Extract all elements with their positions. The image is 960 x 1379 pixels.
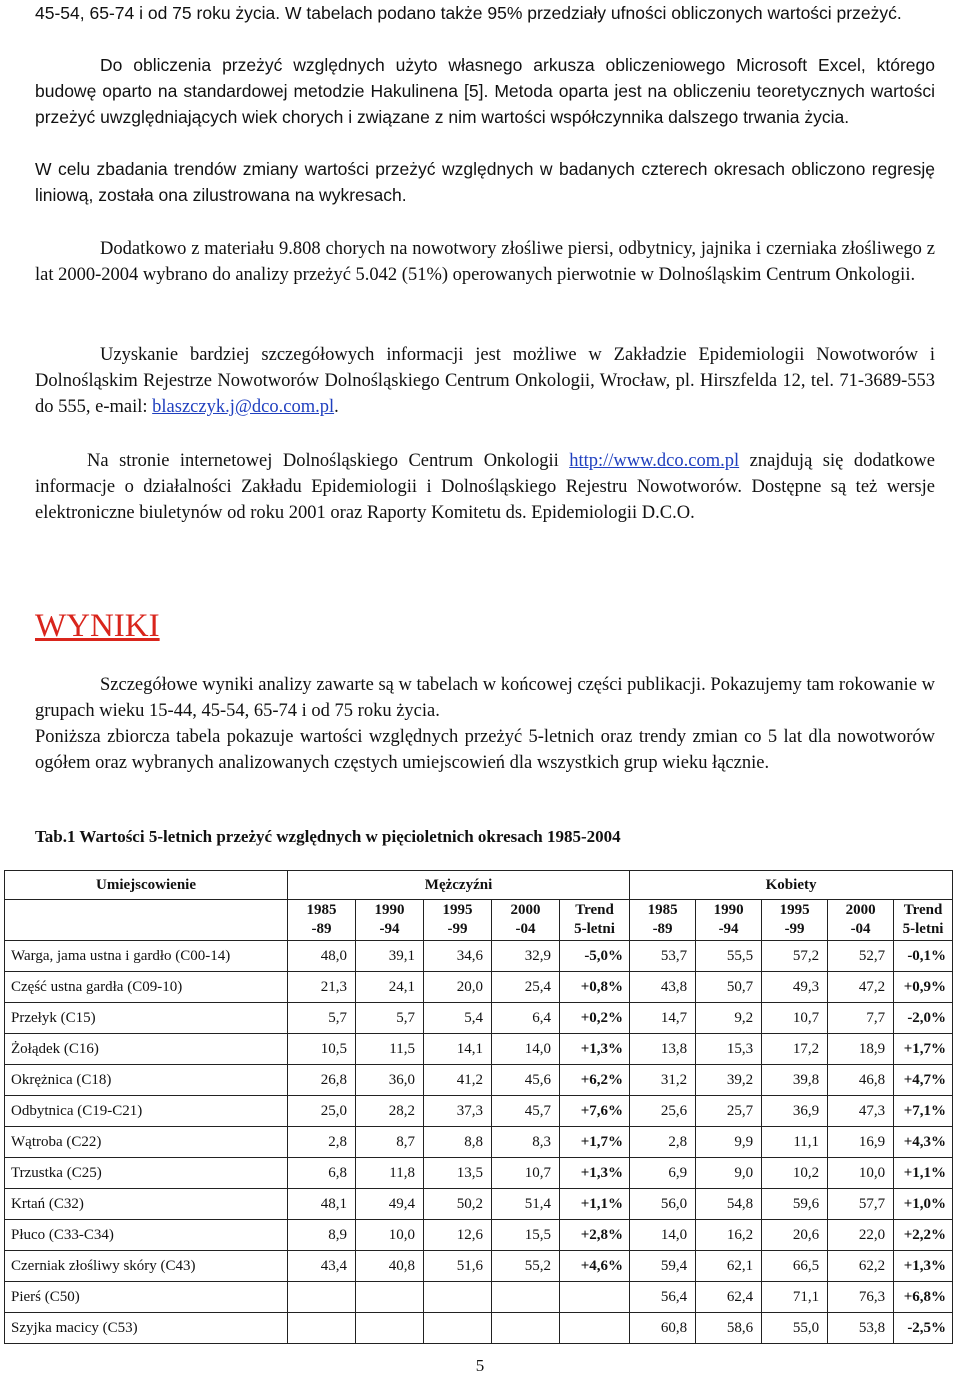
cell-men-value <box>356 1313 424 1344</box>
subheader-period-top: Trend <box>903 902 943 918</box>
cell-women-value: 2,8 <box>630 1127 696 1158</box>
cell-women-trend: -2,0% <box>894 1003 953 1034</box>
cell-men-value: 5,4 <box>424 1003 492 1034</box>
paragraph-results-details: Szczegółowe wyniki analizy zawarte są w tabelach w końcowej części publikacji. Pokazujemy tam rokowanie w grupach wieku 15-44, 45-54, 65-74 i od 75 roku życia. <box>35 675 935 721</box>
cell-men-value: 21,3 <box>288 972 356 1003</box>
subheader-period-top: 2000 <box>510 902 541 918</box>
cell-women-value: 47,3 <box>828 1096 894 1127</box>
header-men: Mężczyźni <box>288 871 630 900</box>
cell-men-trend: -5,0% <box>560 941 630 972</box>
cell-location: Okrężnica (C18) <box>5 1065 288 1096</box>
cell-men-value: 48,0 <box>288 941 356 972</box>
cell-men-value: 10,5 <box>288 1034 356 1065</box>
table-row <box>5 1313 953 1344</box>
subheader-period <box>560 900 630 941</box>
cell-men-value: 41,2 <box>424 1065 492 1096</box>
subheader-period-bottom: -04 <box>515 921 536 937</box>
table-row <box>5 1065 953 1096</box>
cell-women-value: 31,2 <box>630 1065 696 1096</box>
cell-women-value: 20,6 <box>762 1220 828 1251</box>
table-row <box>5 972 953 1003</box>
cell-men-value: 48,1 <box>288 1189 356 1220</box>
cell-men-value: 11,8 <box>356 1158 424 1189</box>
cell-women-value: 25,6 <box>630 1096 696 1127</box>
cell-location: Czerniak złośliwy skóry (C43) <box>5 1251 288 1282</box>
cell-women-value: 9,2 <box>696 1003 762 1034</box>
subheader-period-bottom: -94 <box>379 921 400 937</box>
subheader-period <box>894 900 953 941</box>
cell-men-value: 45,7 <box>492 1096 560 1127</box>
cell-women-value: 55,5 <box>696 941 762 972</box>
survival-table <box>4 870 953 1344</box>
cell-women-value: 62,2 <box>828 1251 894 1282</box>
cell-women-value: 47,2 <box>828 972 894 1003</box>
cell-men-value: 43,4 <box>288 1251 356 1282</box>
cell-women-value: 14,7 <box>630 1003 696 1034</box>
cell-men-value: 26,8 <box>288 1065 356 1096</box>
paragraph-contact-end: . <box>334 397 339 417</box>
cell-women-value: 56,4 <box>630 1282 696 1313</box>
subheader-period-top: 1985 <box>306 902 337 918</box>
subheader-period <box>288 900 356 941</box>
cell-men-value: 49,4 <box>356 1189 424 1220</box>
paragraph-contact <box>35 342 935 420</box>
cell-location: Płuco (C33-C34) <box>5 1220 288 1251</box>
section-heading-results: WYNIKI <box>35 608 160 644</box>
cell-men-value: 11,5 <box>356 1034 424 1065</box>
paragraph-methods-text: Do obliczenia przeżyć względnych użyto własnego arkusza obliczeniowego Microsoft Excel, którego budowę oparto na standardowej metodzie Hakulinena [5]. <box>35 55 935 101</box>
cell-women-trend: -0,1% <box>894 941 953 972</box>
cell-women-value: 53,7 <box>630 941 696 972</box>
subheader-period-bottom: -04 <box>850 921 871 937</box>
cell-men-value: 45,6 <box>492 1065 560 1096</box>
subheader-period-bottom: 5-letni <box>574 921 615 937</box>
cell-men-value: 20,0 <box>424 972 492 1003</box>
cell-men-value: 25,0 <box>288 1096 356 1127</box>
cell-men-value: 2,8 <box>288 1127 356 1158</box>
cell-women-value: 50,7 <box>696 972 762 1003</box>
paragraph-website-rest: znajdują się dodatkowe informacje o działalności Zakładu Epidemiologii i Dolnośląskiego Rejestru Nowotworów. Dostępne są też wersje elektroniczne biuletynów od roku 2001 oraz Raporty Komitetu ds. Epidemiologii D.C.O. <box>35 451 935 523</box>
cell-women-trend: +1,0% <box>894 1189 953 1220</box>
cell-location: Odbytnica (C19-C21) <box>5 1096 288 1127</box>
email-link[interactable]: blaszczyk.j@dco.com.pl <box>152 397 335 417</box>
cell-women-value: 7,7 <box>828 1003 894 1034</box>
cell-women-value: 58,6 <box>696 1313 762 1344</box>
subheader-period <box>762 900 828 941</box>
cell-men-value: 12,6 <box>424 1220 492 1251</box>
cell-men-value: 24,1 <box>356 972 424 1003</box>
cell-women-value: 53,8 <box>828 1313 894 1344</box>
cell-location: Trzustka (C25) <box>5 1158 288 1189</box>
cell-women-value: 16,2 <box>696 1220 762 1251</box>
cell-women-value: 59,6 <box>762 1189 828 1220</box>
cell-women-value: 49,3 <box>762 972 828 1003</box>
cell-men-trend <box>560 1282 630 1313</box>
cell-men-value: 5,7 <box>288 1003 356 1034</box>
cell-women-value: 11,1 <box>762 1127 828 1158</box>
cell-women-value: 10,7 <box>762 1003 828 1034</box>
cell-women-value: 25,7 <box>696 1096 762 1127</box>
cell-women-trend: +4,3% <box>894 1127 953 1158</box>
subheader-period <box>424 900 492 941</box>
subheader-period-top: 2000 <box>845 902 876 918</box>
cell-women-trend: +6,8% <box>894 1282 953 1313</box>
cell-location: Pierś (C50) <box>5 1282 288 1313</box>
page-number: 5 <box>475 1356 485 1375</box>
subheader-period-bottom: 5-letni <box>902 921 944 937</box>
cell-men-trend: +0,2% <box>560 1003 630 1034</box>
cell-men-value: 8,7 <box>356 1127 424 1158</box>
cell-men-value: 28,2 <box>356 1096 424 1127</box>
table-subheader-row <box>5 900 953 941</box>
table-row <box>5 1096 953 1127</box>
cell-women-value: 57,2 <box>762 941 828 972</box>
cell-men-trend <box>560 1313 630 1344</box>
subheader-period-top: 1990 <box>713 902 744 918</box>
cell-men-value: 13,5 <box>424 1158 492 1189</box>
cell-women-value: 76,3 <box>828 1282 894 1313</box>
cell-women-value: 39,2 <box>696 1065 762 1096</box>
cell-women-value: 55,0 <box>762 1313 828 1344</box>
subheader-period-bottom: -89 <box>311 921 332 937</box>
cell-men-trend: +1,3% <box>560 1158 630 1189</box>
table-row <box>5 941 953 972</box>
cell-men-value <box>288 1313 356 1344</box>
subheader-period <box>356 900 424 941</box>
cell-men-trend: +4,6% <box>560 1251 630 1282</box>
cell-men-value: 14,0 <box>492 1034 560 1065</box>
cell-women-value: 43,8 <box>630 972 696 1003</box>
cell-men-value <box>424 1282 492 1313</box>
cell-men-trend: +2,8% <box>560 1220 630 1251</box>
cell-men-value: 10,7 <box>492 1158 560 1189</box>
cell-men-value: 8,3 <box>492 1127 560 1158</box>
cell-women-value: 16,9 <box>828 1127 894 1158</box>
cell-women-value: 14,0 <box>630 1220 696 1251</box>
subheader-period-top: 1985 <box>647 902 678 918</box>
paragraph-age-groups: 45-54, 65-74 i od 75 roku życia. W tabelach podano także 95% przedziały ufności obliczonych wartości przeżyć. <box>35 3 902 23</box>
cell-women-value: 18,9 <box>828 1034 894 1065</box>
table-row <box>5 1158 953 1189</box>
cell-women-trend: -2,5% <box>894 1313 953 1344</box>
subheader-period-top: 1990 <box>374 902 405 918</box>
cell-women-trend: +0,9% <box>894 972 953 1003</box>
cell-men-value: 15,5 <box>492 1220 560 1251</box>
paragraph-additional-material: Dodatkowo z materiału 9.808 chorych na nowotwory złośliwe piersi, odbytnicy, jajnika i czerniaka złośliwego z lat 2000-2004 wybrano do analizy przeżyć 5.042 (51%) operowanych pierwotnie w Dolnośląskim Centrum Onkologii. <box>35 239 935 285</box>
subheader-period <box>828 900 894 941</box>
table-header-row <box>5 871 953 900</box>
table-body <box>5 941 953 1344</box>
cell-location: Krtań (C32) <box>5 1189 288 1220</box>
cell-women-value: 36,9 <box>762 1096 828 1127</box>
cell-men-value: 34,6 <box>424 941 492 972</box>
subheader-period-bottom: -89 <box>652 921 673 937</box>
cell-location: Część ustna gardła (C09-10) <box>5 972 288 1003</box>
cell-women-value: 10,0 <box>828 1158 894 1189</box>
cell-location: Żołądek (C16) <box>5 1034 288 1065</box>
cell-location: Warga, jama ustna i gardło (C00-14) <box>5 941 288 972</box>
paragraph-results-summary: Poniższa zbiorcza tabela pokazuje wartości względnych przeżyć 5-letnich oraz trendy zmian co 5 lat dla nowotworów ogółem oraz wybranych analizowanych częstych umiejscowień dla wszystkich grup wieku łącznie. <box>35 727 935 773</box>
cell-men-value: 8,8 <box>424 1127 492 1158</box>
cell-men-value: 6,4 <box>492 1003 560 1034</box>
subheader-period-bottom: -99 <box>784 921 805 937</box>
cell-women-value: 9,9 <box>696 1127 762 1158</box>
subheader-period <box>696 900 762 941</box>
cell-location: Szyjka macicy (C53) <box>5 1313 288 1344</box>
table-row <box>5 1003 953 1034</box>
cell-women-value: 56,0 <box>630 1189 696 1220</box>
subheader-period-top: 1995 <box>442 902 473 918</box>
paragraph-methods <box>35 52 935 130</box>
cell-women-trend: +2,2% <box>894 1220 953 1251</box>
table-row <box>5 1034 953 1065</box>
subheader-empty <box>5 900 288 941</box>
table-row <box>5 1251 953 1282</box>
paragraph-trends: W celu zbadania trendów zmiany wartości przeżyć względnych w badanych czterech okresach obliczono regresję liniową, została ona zilustrowana na wykresach. <box>35 159 935 205</box>
cell-women-value: 66,5 <box>762 1251 828 1282</box>
cell-men-value <box>492 1282 560 1313</box>
cell-women-value: 71,1 <box>762 1282 828 1313</box>
table-row <box>5 1282 953 1313</box>
cell-women-value: 15,3 <box>696 1034 762 1065</box>
cell-women-value: 59,4 <box>630 1251 696 1282</box>
cell-women-value: 62,1 <box>696 1251 762 1282</box>
cell-men-value: 32,9 <box>492 941 560 972</box>
subheader-period-bottom: -99 <box>447 921 468 937</box>
cell-women-trend: +7,1% <box>894 1096 953 1127</box>
table-caption: Tab.1 Wartości 5-letnich przeżyć względnych w pięcioletnich okresach 1985-2004 <box>35 827 621 846</box>
cell-women-value: 46,8 <box>828 1065 894 1096</box>
subheader-period-bottom: -94 <box>718 921 739 937</box>
cell-women-trend: +1,1% <box>894 1158 953 1189</box>
cell-men-value: 40,8 <box>356 1251 424 1282</box>
cell-men-value: 25,4 <box>492 972 560 1003</box>
cell-men-value: 39,1 <box>356 941 424 972</box>
cell-women-value: 10,2 <box>762 1158 828 1189</box>
cell-men-value: 36,0 <box>356 1065 424 1096</box>
cell-women-value: 6,9 <box>630 1158 696 1189</box>
paragraph-methods-text-2: Metoda oparta jest na obliczeniu teoretycznych wartości przeżyć uwzględniających wiek chorych i związane z nim wartości współczynnika dalszego trwania życia. <box>35 81 935 127</box>
cell-women-value: 62,4 <box>696 1282 762 1313</box>
paragraph-website <box>35 448 935 526</box>
cell-women-value: 22,0 <box>828 1220 894 1251</box>
cell-men-value <box>492 1313 560 1344</box>
header-women: Kobiety <box>630 871 953 900</box>
cell-men-value <box>288 1282 356 1313</box>
cell-men-value <box>356 1282 424 1313</box>
table-row <box>5 1189 953 1220</box>
cell-women-value: 54,8 <box>696 1189 762 1220</box>
paragraph-contact-text: Uzyskanie bardziej szczegółowych informacji jest możliwe w Zakładzie Epidemiologii Nowotworów i Dolnośląskim Rejestrze Nowotworów Dolnośląskiego Centrum Onkologii, Wrocław, pl. Hirszfelda 12, tel. 71-3689-553 do 555, e-mail: <box>35 345 935 417</box>
cell-men-value: 37,3 <box>424 1096 492 1127</box>
table-row <box>5 1220 953 1251</box>
cell-men-trend: +0,8% <box>560 972 630 1003</box>
cell-men-trend: +1,1% <box>560 1189 630 1220</box>
cell-women-value: 39,8 <box>762 1065 828 1096</box>
cell-men-value: 50,2 <box>424 1189 492 1220</box>
paragraph-website-text: Na stronie internetowej Dolnośląskiego Centrum Onkologii <box>87 451 570 471</box>
cell-women-value: 9,0 <box>696 1158 762 1189</box>
cell-men-trend: +1,3% <box>560 1034 630 1065</box>
header-location: Umiejscowienie <box>5 871 288 900</box>
table-row <box>5 1127 953 1158</box>
cell-men-value: 6,8 <box>288 1158 356 1189</box>
cell-women-value: 52,7 <box>828 941 894 972</box>
cell-men-value: 8,9 <box>288 1220 356 1251</box>
cell-men-trend: +7,6% <box>560 1096 630 1127</box>
subheader-period-top: 1995 <box>779 902 810 918</box>
cell-women-value: 17,2 <box>762 1034 828 1065</box>
cell-women-value: 57,7 <box>828 1189 894 1220</box>
cell-location: Wątroba (C22) <box>5 1127 288 1158</box>
subheader-period <box>492 900 560 941</box>
cell-women-trend: +1,3% <box>894 1251 953 1282</box>
cell-men-value: 51,4 <box>492 1189 560 1220</box>
subheader-period <box>630 900 696 941</box>
cell-men-trend: +6,2% <box>560 1065 630 1096</box>
cell-location: Przełyk (C15) <box>5 1003 288 1034</box>
cell-men-value: 10,0 <box>356 1220 424 1251</box>
cell-men-trend: +1,7% <box>560 1127 630 1158</box>
cell-men-value: 55,2 <box>492 1251 560 1282</box>
cell-women-trend: +1,7% <box>894 1034 953 1065</box>
cell-men-value: 51,6 <box>424 1251 492 1282</box>
website-link[interactable]: http://www.dco.com.pl <box>569 451 740 471</box>
cell-women-value: 13,8 <box>630 1034 696 1065</box>
subheader-period-top: Trend <box>575 902 614 918</box>
cell-women-value: 60,8 <box>630 1313 696 1344</box>
cell-men-value: 14,1 <box>424 1034 492 1065</box>
cell-men-value: 5,7 <box>356 1003 424 1034</box>
cell-men-value <box>424 1313 492 1344</box>
cell-women-trend: +4,7% <box>894 1065 953 1096</box>
